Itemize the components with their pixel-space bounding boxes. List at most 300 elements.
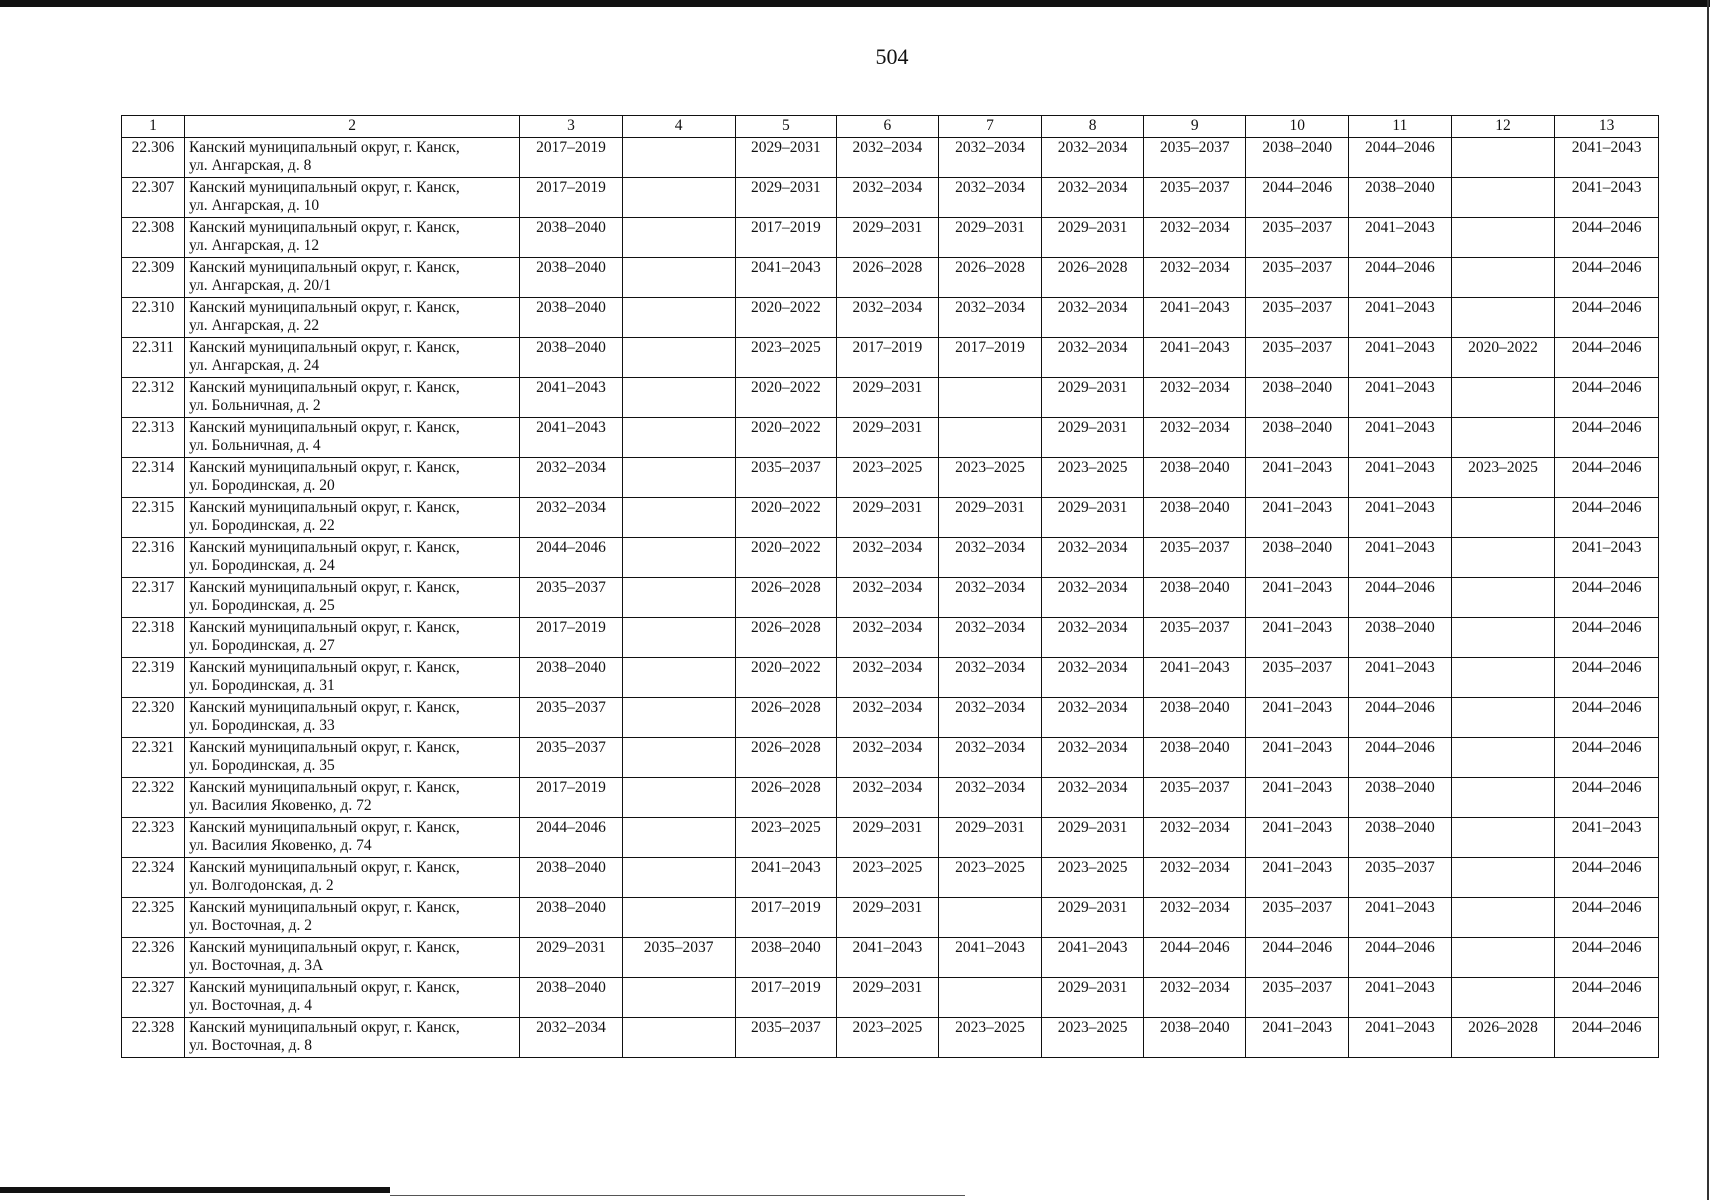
period-cell-col-11: 2041–2043 [1349,338,1452,378]
bottom-border-rule [0,1187,390,1193]
period-cell-col-8: 2023–2025 [1042,458,1144,498]
period-cell-col-10: 2035–2037 [1246,658,1349,698]
address-line-district: Канский муниципальный округ, г. Канск, [188,979,460,996]
period-cell-col-8: 2029–2031 [1042,978,1144,1018]
period-cell-col-5: 2020–2022 [735,538,837,578]
period-cell-col-3: 2017–2019 [520,778,623,818]
address-line-street: ул. Бородинская, д. 27 [188,637,335,654]
period-cell-col-8: 2032–2034 [1042,178,1144,218]
column-header-4: 4 [622,116,735,138]
period-cell-col-4 [622,538,735,578]
address-line-street: ул. Восточная, д. 2 [188,917,313,934]
address-cell [184,978,519,1018]
period-cell-col-13: 2041–2043 [1555,178,1659,218]
period-cell-col-9: 2041–2043 [1143,298,1246,338]
period-cell-col-4 [622,138,735,178]
period-cell-col-12 [1451,258,1555,298]
address-line-district: Канский муниципальный округ, г. Канск, [188,539,460,556]
period-cell-col-3: 2044–2046 [520,538,623,578]
period-cell-col-11: 2044–2046 [1349,578,1452,618]
row-number: 22.317 [122,578,185,618]
period-cell-col-13: 2044–2046 [1555,498,1659,538]
period-cell-col-12 [1451,378,1555,418]
table-row [122,538,1659,578]
period-cell-col-10: 2041–2043 [1246,618,1349,658]
period-cell-col-10: 2041–2043 [1246,698,1349,738]
period-cell-col-3: 2017–2019 [520,618,623,658]
address-line-district: Канский муниципальный округ, г. Канск, [188,579,460,596]
table-row [122,938,1659,978]
page-number: 504 [875,44,909,69]
address-cell [184,578,519,618]
period-cell-col-4 [622,618,735,658]
period-cell-col-10: 2035–2037 [1246,338,1349,378]
period-cell-col-9: 2035–2037 [1143,778,1246,818]
period-cell-col-7: 2032–2034 [938,698,1042,738]
period-cell-col-9: 2038–2040 [1143,698,1246,738]
period-cell-col-7: 2023–2025 [938,458,1042,498]
period-cell-col-8: 2029–2031 [1042,498,1144,538]
period-cell-col-9: 2041–2043 [1143,658,1246,698]
row-number: 22.325 [122,898,185,938]
address-line-street: ул. Бородинская, д. 33 [188,717,335,734]
period-cell-col-5: 2017–2019 [735,218,837,258]
column-header-2: 2 [184,116,519,138]
address-line-district: Канский муниципальный округ, г. Канск, [188,459,460,476]
period-cell-col-13: 2044–2046 [1555,218,1659,258]
period-cell-col-3: 2032–2034 [520,458,623,498]
address-cell [184,538,519,578]
address-line-district: Канский муниципальный округ, г. Канск, [188,299,460,316]
period-cell-col-6: 2032–2034 [837,618,939,658]
row-number: 22.309 [122,258,185,298]
address-cell [184,378,519,418]
period-cell-col-6: 2029–2031 [837,378,939,418]
period-cell-col-13: 2044–2046 [1555,778,1659,818]
period-cell-col-11: 2038–2040 [1349,778,1452,818]
period-cell-col-7: 2032–2034 [938,298,1042,338]
address-line-district: Канский муниципальный округ, г. Канск, [188,219,460,236]
row-number: 22.306 [122,138,185,178]
period-cell-col-8: 2023–2025 [1042,1018,1144,1058]
period-cell-col-5: 2020–2022 [735,498,837,538]
period-cell-col-7: 2032–2034 [938,618,1042,658]
period-cell-col-6: 2032–2034 [837,178,939,218]
row-number: 22.312 [122,378,185,418]
period-cell-col-7: 2032–2034 [938,658,1042,698]
column-header-13: 13 [1555,116,1659,138]
address-line-street: ул. Больничная, д. 4 [188,437,321,454]
column-header-1: 1 [122,116,185,138]
period-cell-col-8: 2032–2034 [1042,698,1144,738]
period-cell-col-5: 2020–2022 [735,418,837,458]
address-line-district: Канский муниципальный округ, г. Канск, [188,379,460,396]
period-cell-col-4 [622,738,735,778]
table-row [122,858,1659,898]
period-cell-col-11: 2044–2046 [1349,738,1452,778]
address-line-street: ул. Бородинская, д. 31 [188,677,335,694]
period-cell-col-8: 2032–2034 [1042,618,1144,658]
period-cell-col-7 [938,898,1042,938]
period-cell-col-3: 2035–2037 [520,738,623,778]
bottom-thin-rule [390,1195,965,1196]
period-cell-col-10: 2041–2043 [1246,778,1349,818]
address-line-district: Канский муниципальный округ, г. Канск, [188,619,460,636]
address-line-district: Канский муниципальный округ, г. Канск, [188,1019,460,1036]
period-cell-col-13: 2044–2046 [1555,698,1659,738]
period-cell-col-10: 2035–2037 [1246,218,1349,258]
table-body [122,138,1659,1058]
period-cell-col-9: 2038–2040 [1143,498,1246,538]
row-number: 22.310 [122,298,185,338]
period-cell-col-6: 2032–2034 [837,578,939,618]
period-cell-col-6: 2032–2034 [837,738,939,778]
period-cell-col-6: 2032–2034 [837,538,939,578]
header-row [122,116,1659,138]
period-cell-col-7 [938,418,1042,458]
period-cell-col-3: 2038–2040 [520,898,623,938]
period-cell-col-12 [1451,498,1555,538]
period-cell-col-6: 2041–2043 [837,938,939,978]
column-header-7: 7 [938,116,1042,138]
period-cell-col-7 [938,378,1042,418]
period-cell-col-6: 2017–2019 [837,338,939,378]
period-cell-col-11: 2041–2043 [1349,418,1452,458]
period-cell-col-13: 2044–2046 [1555,938,1659,978]
period-cell-col-12 [1451,858,1555,898]
period-cell-col-6: 2032–2034 [837,658,939,698]
period-cell-col-3: 2041–2043 [520,378,623,418]
period-cell-col-8: 2029–2031 [1042,218,1144,258]
address-line-district: Канский муниципальный округ, г. Канск, [188,419,460,436]
column-header-5: 5 [735,116,837,138]
period-cell-col-12: 2026–2028 [1451,1018,1555,1058]
period-cell-col-6: 2032–2034 [837,778,939,818]
period-cell-col-13: 2044–2046 [1555,298,1659,338]
period-cell-col-11: 2041–2043 [1349,978,1452,1018]
period-cell-col-12 [1451,218,1555,258]
address-cell [184,938,519,978]
address-line-street: ул. Восточная, д. 8 [188,1037,313,1054]
address-line-street: ул. Больничная, д. 2 [188,397,321,414]
period-cell-col-12 [1451,658,1555,698]
address-line-district: Канский муниципальный округ, г. Канск, [188,259,460,276]
table-row [122,498,1659,538]
period-cell-col-5: 2029–2031 [735,138,837,178]
address-cell [184,178,519,218]
period-cell-col-10: 2041–2043 [1246,858,1349,898]
address-cell [184,618,519,658]
period-cell-col-8: 2029–2031 [1042,418,1144,458]
period-cell-col-4 [622,858,735,898]
table-row [122,578,1659,618]
period-cell-col-5: 2035–2037 [735,458,837,498]
period-cell-col-11: 2041–2043 [1349,898,1452,938]
period-cell-col-8: 2032–2034 [1042,338,1144,378]
period-cell-col-3: 2038–2040 [520,658,623,698]
period-cell-col-5: 2029–2031 [735,178,837,218]
address-line-district: Канский муниципальный округ, г. Канск, [188,179,460,196]
period-cell-col-8: 2026–2028 [1042,258,1144,298]
address-cell [184,298,519,338]
address-line-street: ул. Ангарская, д. 22 [188,317,320,334]
period-cell-col-10: 2035–2037 [1246,898,1349,938]
period-cell-col-13: 2044–2046 [1555,978,1659,1018]
address-line-district: Канский муниципальный округ, г. Канск, [188,779,460,796]
address-line-district: Канский муниципальный округ, г. Канск, [188,659,460,676]
period-cell-col-6: 2023–2025 [837,458,939,498]
row-number: 22.315 [122,498,185,538]
period-cell-col-4 [622,978,735,1018]
address-line-street: ул. Восточная, д. 4 [188,997,313,1014]
row-number: 22.328 [122,1018,185,1058]
period-cell-col-7: 2017–2019 [938,338,1042,378]
period-cell-col-11: 2035–2037 [1349,858,1452,898]
period-cell-col-4 [622,178,735,218]
table-row [122,658,1659,698]
period-cell-col-11: 2041–2043 [1349,538,1452,578]
period-cell-col-9: 2038–2040 [1143,738,1246,778]
period-cell-col-4 [622,658,735,698]
period-cell-col-5: 2026–2028 [735,698,837,738]
address-cell [184,1018,519,1058]
address-cell [184,858,519,898]
period-cell-col-9: 2035–2037 [1143,138,1246,178]
period-cell-col-7: 2023–2025 [938,858,1042,898]
row-number: 22.311 [122,338,185,378]
period-cell-col-5: 2023–2025 [735,818,837,858]
column-header-8: 8 [1042,116,1144,138]
address-line-district: Канский муниципальный округ, г. Канск, [188,819,460,836]
period-cell-col-13: 2044–2046 [1555,338,1659,378]
address-line-street: ул. Бородинская, д. 25 [188,597,335,614]
period-cell-col-8: 2029–2031 [1042,818,1144,858]
period-cell-col-12 [1451,178,1555,218]
address-cell [184,778,519,818]
period-cell-col-4 [622,338,735,378]
address-cell [184,898,519,938]
period-cell-col-12 [1451,978,1555,1018]
row-number: 22.320 [122,698,185,738]
period-cell-col-5: 2020–2022 [735,298,837,338]
period-cell-col-12 [1451,698,1555,738]
address-line-district: Канский муниципальный округ, г. Канск, [188,699,460,716]
address-cell [184,498,519,538]
period-cell-col-7 [938,978,1042,1018]
address-line-street: ул. Ангарская, д. 8 [188,157,312,174]
period-cell-col-7: 2032–2034 [938,178,1042,218]
period-cell-col-10: 2038–2040 [1246,418,1349,458]
row-number: 22.327 [122,978,185,1018]
period-cell-col-13: 2041–2043 [1555,538,1659,578]
period-cell-col-4: 2035–2037 [622,938,735,978]
period-cell-col-6: 2029–2031 [837,218,939,258]
period-cell-col-9: 2032–2034 [1143,258,1246,298]
period-cell-col-6: 2029–2031 [837,898,939,938]
period-cell-col-3: 2032–2034 [520,498,623,538]
period-cell-col-9: 2035–2037 [1143,618,1246,658]
period-cell-col-4 [622,418,735,458]
column-header-6: 6 [837,116,939,138]
column-header-11: 11 [1349,116,1452,138]
period-cell-col-11: 2041–2043 [1349,298,1452,338]
row-number: 22.319 [122,658,185,698]
table-row [122,898,1659,938]
period-cell-col-9: 2032–2034 [1143,218,1246,258]
period-cell-col-11: 2038–2040 [1349,178,1452,218]
period-cell-col-6: 2032–2034 [837,138,939,178]
period-cell-col-12 [1451,538,1555,578]
period-cell-col-6: 2032–2034 [837,298,939,338]
row-number: 22.314 [122,458,185,498]
period-cell-col-9: 2032–2034 [1143,898,1246,938]
period-cell-col-7: 2029–2031 [938,498,1042,538]
table-row [122,698,1659,738]
period-cell-col-8: 2032–2034 [1042,738,1144,778]
period-cell-col-9: 2032–2034 [1143,858,1246,898]
period-cell-col-8: 2032–2034 [1042,658,1144,698]
period-cell-col-8: 2032–2034 [1042,778,1144,818]
period-cell-col-4 [622,458,735,498]
period-cell-col-7: 2041–2043 [938,938,1042,978]
period-cell-col-12: 2023–2025 [1451,458,1555,498]
period-cell-col-6: 2032–2034 [837,698,939,738]
period-cell-col-7: 2029–2031 [938,218,1042,258]
period-cell-col-3: 2035–2037 [520,698,623,738]
address-cell [184,818,519,858]
table-row [122,378,1659,418]
table-row [122,738,1659,778]
table-row [122,258,1659,298]
period-cell-col-3: 2038–2040 [520,298,623,338]
period-cell-col-8: 2032–2034 [1042,538,1144,578]
address-line-street: ул. Василия Яковенко, д. 74 [188,837,372,854]
period-cell-col-3: 2038–2040 [520,258,623,298]
address-line-street: ул. Восточная, д. 3А [188,957,324,974]
period-cell-col-12 [1451,938,1555,978]
row-number: 22.307 [122,178,185,218]
row-number: 22.323 [122,818,185,858]
period-cell-col-4 [622,378,735,418]
period-cell-col-6: 2029–2031 [837,818,939,858]
row-number: 22.313 [122,418,185,458]
period-cell-col-9: 2032–2034 [1143,818,1246,858]
right-edge-rule [1707,0,1709,1200]
column-header-12: 12 [1451,116,1555,138]
period-cell-col-3: 2038–2040 [520,338,623,378]
address-line-street: ул. Ангарская, д. 10 [188,197,320,214]
period-cell-col-11: 2041–2043 [1349,658,1452,698]
period-cell-col-10: 2038–2040 [1246,378,1349,418]
period-cell-col-9: 2041–2043 [1143,338,1246,378]
period-cell-col-6: 2026–2028 [837,258,939,298]
row-number: 22.322 [122,778,185,818]
table-row [122,818,1659,858]
period-cell-col-7: 2032–2034 [938,778,1042,818]
period-cell-col-13: 2044–2046 [1555,458,1659,498]
period-cell-col-12: 2020–2022 [1451,338,1555,378]
top-border-rule [0,0,1710,7]
period-cell-col-13: 2041–2043 [1555,818,1659,858]
period-cell-col-5: 2020–2022 [735,658,837,698]
period-cell-col-10: 2035–2037 [1246,258,1349,298]
address-line-district: Канский муниципальный округ, г. Канск, [188,339,460,356]
period-cell-col-10: 2041–2043 [1246,498,1349,538]
period-cell-col-5: 2038–2040 [735,938,837,978]
address-cell [184,138,519,178]
address-cell [184,458,519,498]
period-cell-col-4 [622,698,735,738]
period-cell-col-7: 2029–2031 [938,818,1042,858]
period-cell-col-12 [1451,298,1555,338]
table-row [122,178,1659,218]
address-line-street: ул. Волгодонская, д. 2 [188,877,334,894]
period-cell-col-11: 2044–2046 [1349,258,1452,298]
period-cell-col-4 [622,498,735,538]
period-cell-col-13: 2044–2046 [1555,418,1659,458]
period-cell-col-13: 2044–2046 [1555,858,1659,898]
period-cell-col-3: 2032–2034 [520,1018,623,1058]
address-line-street: ул. Василия Яковенко, д. 72 [188,797,372,814]
period-cell-col-13: 2044–2046 [1555,1018,1659,1058]
period-cell-col-7: 2032–2034 [938,538,1042,578]
period-cell-col-4 [622,578,735,618]
table-row [122,1018,1659,1058]
address-cell [184,258,519,298]
address-line-district: Канский муниципальный округ, г. Канск, [188,739,460,756]
address-cell [184,738,519,778]
period-cell-col-13: 2044–2046 [1555,258,1659,298]
row-number: 22.316 [122,538,185,578]
period-cell-col-10: 2041–2043 [1246,578,1349,618]
period-cell-col-5: 2026–2028 [735,618,837,658]
period-cell-col-11: 2041–2043 [1349,458,1452,498]
period-cell-col-9: 2035–2037 [1143,178,1246,218]
address-cell [184,418,519,458]
period-cell-col-8: 2041–2043 [1042,938,1144,978]
period-cell-col-5: 2026–2028 [735,738,837,778]
column-header-10: 10 [1246,116,1349,138]
period-cell-col-10: 2038–2040 [1246,538,1349,578]
period-cell-col-8: 2032–2034 [1042,578,1144,618]
address-cell [184,658,519,698]
period-cell-col-13: 2044–2046 [1555,898,1659,938]
period-cell-col-12 [1451,418,1555,458]
period-cell-col-3: 2038–2040 [520,978,623,1018]
period-cell-col-8: 2032–2034 [1042,298,1144,338]
period-cell-col-10: 2041–2043 [1246,818,1349,858]
period-cell-col-9: 2038–2040 [1143,578,1246,618]
table-row [122,218,1659,258]
address-cell [184,218,519,258]
period-cell-col-8: 2023–2025 [1042,858,1144,898]
period-cell-col-10: 2041–2043 [1246,1018,1349,1058]
table-row [122,298,1659,338]
period-cell-col-10: 2035–2037 [1246,298,1349,338]
address-cell [184,338,519,378]
table-row [122,618,1659,658]
period-cell-col-13: 2044–2046 [1555,578,1659,618]
period-cell-col-10: 2044–2046 [1246,938,1349,978]
period-cell-col-13: 2044–2046 [1555,378,1659,418]
period-cell-col-6: 2023–2025 [837,858,939,898]
period-cell-col-6: 2029–2031 [837,978,939,1018]
period-cell-col-11: 2041–2043 [1349,218,1452,258]
period-cell-col-11: 2041–2043 [1349,378,1452,418]
period-cell-col-3: 2035–2037 [520,578,623,618]
schedule-table [121,115,1659,1058]
period-cell-col-5: 2041–2043 [735,858,837,898]
